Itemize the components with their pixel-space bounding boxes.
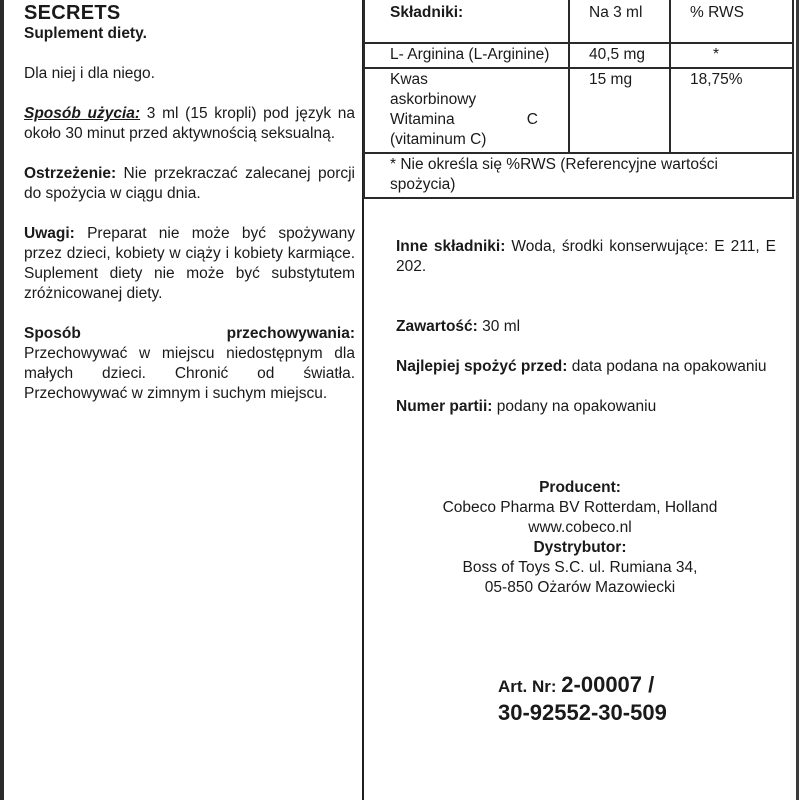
ingredient-amount: 15 mg bbox=[569, 68, 670, 153]
usage-section bbox=[24, 104, 355, 144]
storage-label bbox=[24, 324, 355, 344]
producer-website: www.cobeco.nl bbox=[528, 519, 632, 536]
left-column bbox=[24, 2, 355, 404]
contents bbox=[396, 317, 776, 337]
distributor-label: Dystrybutor: bbox=[533, 539, 627, 556]
producer-label: Producent: bbox=[539, 479, 621, 496]
notes-label: Uwagi: bbox=[24, 225, 75, 242]
page-border-left bbox=[0, 0, 4, 800]
storage-label-word1: Sposób bbox=[24, 325, 81, 342]
ingredient-name bbox=[364, 68, 569, 153]
usage-label: Sposób użycia: bbox=[24, 105, 141, 122]
distributor-address-line1: Boss of Toys S.C. ul. Rumiana 34, bbox=[462, 559, 698, 576]
ingredient-name: L- Arginina (L-Arginine) bbox=[364, 43, 569, 68]
product-subtitle: Suplement diety. bbox=[24, 25, 147, 42]
product-title: SECRETS bbox=[24, 2, 121, 24]
storage-section bbox=[24, 324, 355, 404]
header-rws: % RWS bbox=[670, 0, 793, 43]
notes-section bbox=[24, 224, 355, 304]
ingredient-rws: * bbox=[670, 43, 793, 68]
article-number-label: Art. Nr: bbox=[498, 677, 562, 696]
ingredient-name-line1: Kwas askorbinowy bbox=[390, 71, 477, 108]
other-ingredients-text: Woda, środki konserwujące: E 211, E 202. bbox=[396, 238, 776, 275]
warning-label: Ostrzeżenie: bbox=[24, 165, 117, 182]
right-column bbox=[396, 237, 776, 437]
batch-number bbox=[396, 397, 776, 417]
best-before-label: Najlepiej spożyć przed: bbox=[396, 358, 568, 375]
tagline: Dla niej i dla niego. bbox=[24, 65, 155, 82]
table-row bbox=[364, 68, 793, 153]
article-number bbox=[498, 672, 667, 728]
contents-text: 30 ml bbox=[477, 318, 521, 335]
batch-text: podany na opakowaniu bbox=[492, 398, 657, 415]
other-ingredients-label: Inne składniki: bbox=[396, 238, 506, 255]
notes-text: Preparat nie może być spożywany przez dzieci, kobiety w ciąży i kobiety karmiące. Suplement diety nie może być substytutem zróżnicowanej diety. bbox=[24, 225, 355, 302]
article-number-part2: 30-92552-30-509 bbox=[498, 700, 667, 725]
best-before-text: data podana na opakowaniu bbox=[567, 358, 767, 375]
producer-name: Cobeco Pharma BV Rotterdam, Holland bbox=[442, 499, 718, 516]
producer-distributor-block bbox=[364, 478, 796, 598]
warning-section bbox=[24, 164, 355, 204]
warning-text: Nie przekraczać zalecanej porcji do spożycia w ciągu dnia. bbox=[24, 165, 355, 202]
header-per-dose: Na 3 ml bbox=[569, 0, 670, 43]
storage-label-word2: przechowywania: bbox=[226, 325, 355, 342]
header-ingredients: Składniki: bbox=[364, 0, 569, 43]
ingredient-name-vitamin bbox=[390, 110, 538, 130]
vitamin-letter: C bbox=[526, 111, 538, 128]
best-before bbox=[396, 357, 776, 377]
other-ingredients bbox=[396, 237, 776, 277]
ingredient-name-latin: (vitaminum C) bbox=[390, 131, 487, 148]
table-header-row bbox=[364, 0, 793, 43]
storage-text: Przechowywać w miejscu niedostępnym dla małych dzieci. Chronić od światła. Przechowywać w zimnym i suchym miejscu. bbox=[24, 345, 355, 402]
article-number-part1: 2-00007 / bbox=[561, 672, 655, 697]
ingredients-table bbox=[363, 0, 794, 199]
usage-text: 3 ml (15 kropli) pod język na około 30 minut przed aktywnością seksualną. bbox=[24, 105, 356, 142]
batch-label: Numer partii: bbox=[396, 398, 493, 415]
ingredient-amount: 40,5 mg bbox=[569, 43, 670, 68]
rws-footnote: * Nie określa się %RWS (Referencyjne wartości spożycia) bbox=[364, 153, 793, 198]
vitamin-word: Witamina bbox=[390, 111, 455, 128]
table-row bbox=[364, 43, 793, 68]
distributor-address-line2: 05-850 Ożarów Mazowiecki bbox=[484, 579, 676, 596]
page-border-right bbox=[796, 0, 799, 800]
contents-label: Zawartość: bbox=[396, 318, 478, 335]
table-footnote-row bbox=[364, 153, 793, 198]
ingredient-rws: 18,75% bbox=[670, 68, 793, 153]
